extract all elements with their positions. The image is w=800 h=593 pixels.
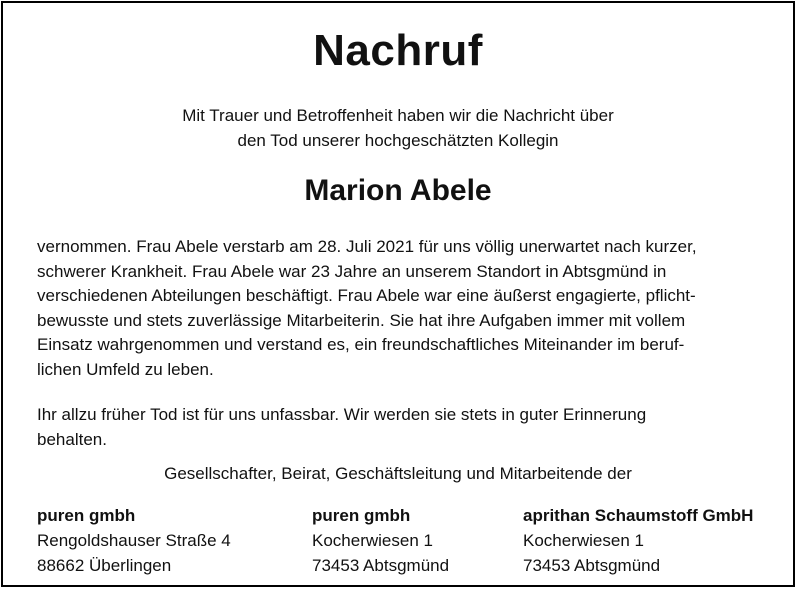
company-street: Kocherwiesen 1	[523, 531, 644, 550]
deceased-name: Marion Abele	[304, 174, 492, 207]
intro-text	[3, 103, 793, 153]
company-block	[312, 503, 449, 578]
company-street: Rengoldshauser Straße 4	[37, 531, 231, 550]
company-name: puren gmbh	[37, 506, 136, 525]
closing-line: behalten.	[37, 429, 107, 449]
obituary-frame	[1, 1, 795, 587]
company-name: aprithan Schaumstoff GmbH	[523, 506, 754, 525]
signoff-text: Gesellschafter, Beirat, Geschäftsleitung und Mitarbeitende der	[164, 464, 632, 483]
closing-line: Ihr allzu früher Tod ist für uns unfassbar. Wir werden sie stets in guter Erinnerung	[37, 405, 647, 424]
body-line: lichen Umfeld zu leben.	[37, 359, 214, 379]
page-title: Nachruf	[313, 26, 483, 75]
company-name: puren gmbh	[312, 506, 411, 525]
company-city: 73453 Abtsgmünd	[312, 556, 450, 575]
body-line: verschiedenen Abteilungen beschäftigt. Frau Abele war eine äußerst engagierte, pflicht-	[37, 286, 696, 305]
body-line: vernommen. Frau Abele verstarb am 28. Juli 2021 für uns völlig unerwartet nach kurzer,	[37, 237, 697, 256]
company-block	[37, 503, 231, 578]
company-city: 73453 Abtsgmünd	[523, 556, 661, 575]
body-line: Einsatz wahrgenommen und verstand es, ein freundschaftliches Miteinander im beruf-	[37, 335, 685, 354]
company-city: 88662 Überlingen	[37, 556, 172, 575]
body-line: schwerer Krankheit. Frau Abele war 23 Jahre an unserem Standort in Abtsgmünd in	[37, 261, 667, 281]
intro-line: Mit Trauer und Betroffenheit haben wir die Nachricht über	[182, 106, 614, 125]
company-block	[523, 503, 753, 578]
company-street: Kocherwiesen 1	[312, 531, 433, 550]
closing-text	[37, 403, 765, 452]
body-line: bewusste und stets zuverlässige Mitarbeiterin. Sie hat ihre Aufgaben immer mit vollem	[37, 310, 686, 330]
intro-line: den Tod unserer hochgeschätzten Kollegin	[237, 131, 559, 150]
obituary-body	[37, 235, 765, 382]
